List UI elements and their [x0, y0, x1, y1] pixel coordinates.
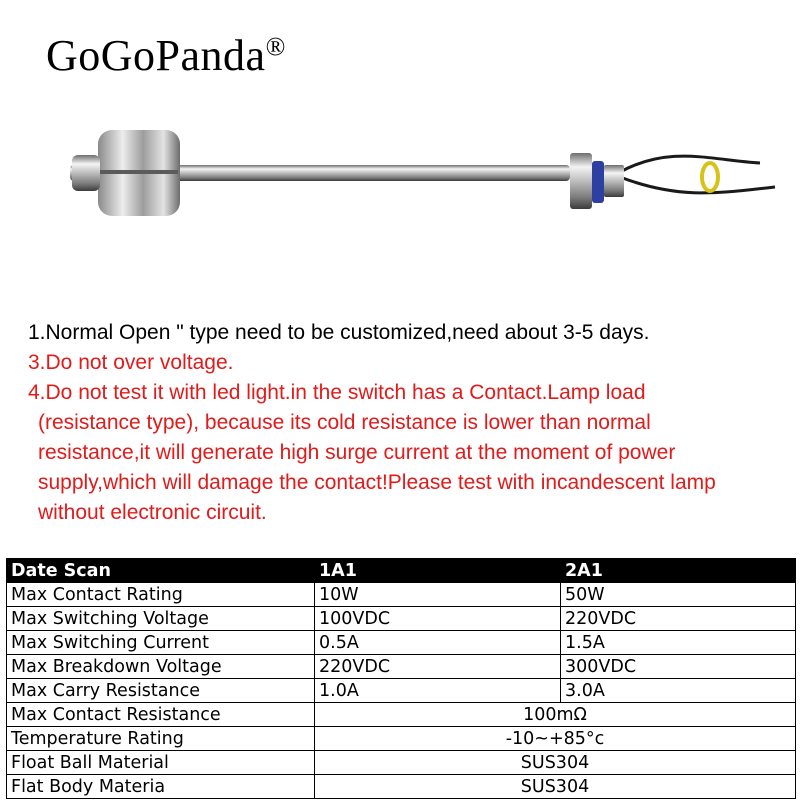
table-row	[7, 679, 796, 703]
spec-value-2a1: 3.0A	[561, 679, 796, 703]
spec-header-row	[7, 559, 796, 583]
spec-value-shared: -10~+85°c	[315, 727, 796, 751]
table-row	[7, 727, 796, 751]
spec-value-1a1: 100VDC	[315, 607, 561, 631]
spec-value-2a1: 1.5A	[561, 631, 796, 655]
spec-label: Flat Body Materia	[7, 775, 315, 799]
note-led-warning-line-2: (resistance type), because its cold resistance is lower than normal	[38, 411, 651, 434]
spec-label: Max Contact Rating	[7, 583, 315, 607]
notes-section	[28, 318, 788, 528]
spec-label: Max Contact Resistance	[7, 703, 315, 727]
table-row	[7, 655, 796, 679]
spec-label: Max Carry Resistance	[7, 679, 315, 703]
table-row	[7, 631, 796, 655]
spec-label: Temperature Rating	[7, 727, 315, 751]
table-row	[7, 775, 796, 799]
spec-value-1a1: 220VDC	[315, 655, 561, 679]
spec-table	[6, 558, 796, 799]
spec-value-2a1: 50W	[561, 583, 796, 607]
spec-value-1a1: 0.5A	[315, 631, 561, 655]
spec-value-1a1: 1.0A	[315, 679, 561, 703]
spec-value-2a1: 220VDC	[561, 607, 796, 631]
note-led-warning-line-3: resistance,it will generate high surge current at the moment of power	[38, 441, 676, 464]
header-date-scan: Date Scan	[7, 559, 315, 583]
note-led-warning-line-4: supply,which will damage the contact!Please test with incandescent lamp	[38, 471, 716, 494]
spec-label: Max Breakdown Voltage	[7, 655, 315, 679]
brand-logo	[46, 30, 286, 81]
spec-value-2a1: 300VDC	[561, 655, 796, 679]
spec-value-shared: SUS304	[315, 775, 796, 799]
spec-value-shared: SUS304	[315, 751, 796, 775]
note-normal-open: 1.Normal Open " type need to be customized,need about 3-5 days.	[28, 321, 650, 344]
registered-mark: ®	[265, 32, 286, 61]
table-row	[7, 703, 796, 727]
float-switch-image	[60, 125, 780, 245]
note-over-voltage: 3.Do not over voltage.	[28, 351, 234, 374]
spec-value-1a1: 10W	[315, 583, 561, 607]
spec-label: Max Switching Current	[7, 631, 315, 655]
table-row	[7, 751, 796, 775]
brand-name: GoGoPanda	[46, 31, 266, 80]
note-led-warning-line-5: without electronic circuit.	[38, 501, 267, 524]
header-1a1: 1A1	[315, 559, 561, 583]
table-row	[7, 583, 796, 607]
table-row	[7, 607, 796, 631]
spec-label: Float Ball Material	[7, 751, 315, 775]
header-2a1: 2A1	[561, 559, 796, 583]
spec-value-shared: 100mΩ	[315, 703, 796, 727]
note-led-warning-line-1: 4.Do not test it with led light.in the switch has a Contact.Lamp load	[28, 381, 646, 404]
spec-label: Max Switching Voltage	[7, 607, 315, 631]
